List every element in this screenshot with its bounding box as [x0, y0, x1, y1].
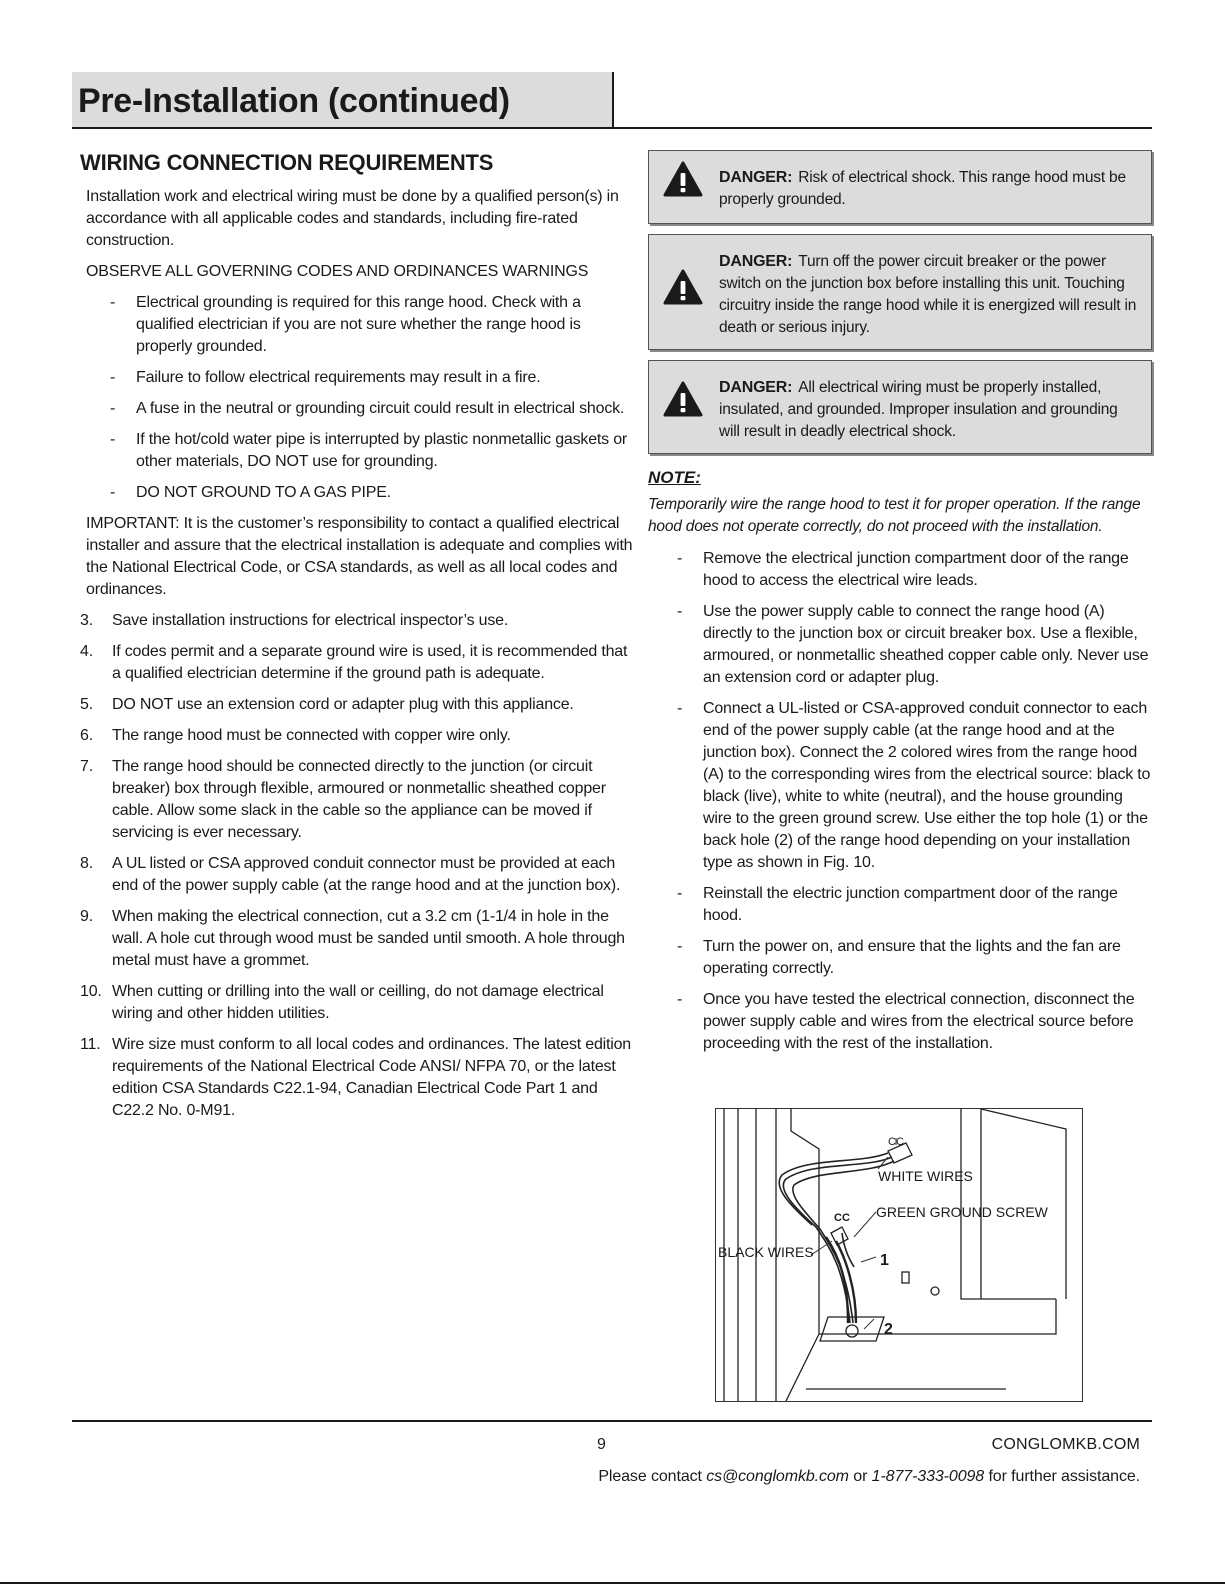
list-item — [648, 698, 1152, 874]
step-text: Wire size must conform to all local codes and ordinances. The latest edition requirements of the National Electrical Code ANSI/ NFPA 70, or the latest edition CSA Standards C22.1-94, Canadian Electrical Code Part 1 and C22.2 No. 0-M91. — [112, 1036, 631, 1119]
cc-mid-label: CC — [834, 1212, 850, 1224]
list-item-text: Electrical grounding is required for this range hood. Check with a qualified electrician if you are not sure whether the range hood is properly grounded. — [136, 294, 581, 355]
list-item-text: A fuse in the neutral or grounding circuit could result in electrical shock. — [136, 400, 625, 417]
list-item-text: Use the power supply cable to connect the range hood (A) directly to the junction box or circuit breaker box. Use a flexible, armoured, or nonmetallic sheathed copper cable only. Never use an extension cord or adapter plug. — [703, 603, 1149, 686]
footer-rule — [72, 1420, 1152, 1422]
wiring-diagram — [716, 1109, 1082, 1401]
danger-text: Turn off the power circuit breaker or the power switch on the junction box before installing this unit. Touching circuitry inside the range hood while it is energized will result in death or serious injury. — [719, 253, 1137, 336]
list-item — [80, 367, 640, 389]
dash-bullet: - — [677, 991, 683, 1008]
white-wires-label: WHITE WIRES — [878, 1168, 973, 1184]
page-header — [72, 72, 614, 128]
email-link[interactable]: cs@conglomkb.com — [706, 1468, 849, 1485]
danger-box — [648, 234, 1152, 350]
dash-bullet: - — [677, 885, 683, 902]
contact-line — [598, 1468, 1140, 1486]
observe-codes-heading: OBSERVE ALL GOVERNING CODES AND ORDINANCES WARNINGS — [86, 263, 589, 280]
list-item — [648, 601, 1152, 689]
list-item — [648, 548, 1152, 592]
dash-bullet: - — [677, 938, 683, 955]
hole-2-label: 2 — [884, 1321, 893, 1338]
list-item — [80, 292, 640, 358]
step-number: 3. — [80, 612, 93, 629]
warning-triangle-icon — [663, 161, 703, 197]
warnings-list — [80, 292, 640, 504]
bottom-rule — [0, 1582, 1225, 1584]
list-item — [80, 429, 640, 473]
danger-box — [648, 150, 1152, 224]
site-url[interactable]: CONGLOMKB.COM — [991, 1436, 1140, 1453]
page-title: Pre-Installation (continued) — [78, 82, 510, 120]
warning-triangle-icon — [663, 381, 703, 417]
step-number: 5. — [80, 696, 93, 713]
contact-or: or — [848, 1468, 872, 1485]
list-item-text: If the hot/cold water pipe is interrupted by plastic nonmetallic gaskets or other materials, DO NOT use for grounding. — [136, 431, 628, 470]
hole-1-label: 1 — [880, 1252, 889, 1269]
list-item — [80, 482, 640, 504]
step-text: If codes permit and a separate ground wire is used, it is recommended that a qualified electrician determine if the ground path is adequate. — [112, 643, 628, 682]
step-text: When making the electrical connection, cut a 3.2 cm (1-1/4 in hole in the wall. A hole cut through wood must be sanded until smooth. A hole through metal must have a grommet. — [112, 908, 625, 969]
dash-bullet: - — [110, 431, 116, 448]
step-number: 8. — [80, 855, 93, 872]
phone-link[interactable]: 1-877-333-0098 — [871, 1468, 985, 1485]
intro-paragraph: Installation work and electrical wiring must be done by a qualified person(s) in accordance with all applicable codes and standards, including fire-rated construction. — [86, 188, 619, 249]
danger-text: Risk of electrical shock. This range hood must be properly grounded. — [719, 169, 1126, 208]
left-column — [80, 150, 640, 1131]
contact-suffix: for further assistance. — [984, 1468, 1140, 1485]
test-steps-list — [648, 548, 1152, 1055]
list-item-text: Connect a UL-listed or CSA-approved conduit connector to each end of the power supply cable (at the range hood and at the junction box). Connect the 2 colored wires from the range hood (A) to the corresponding wires from the electrical source: black to black (live), white to white (neutral), and the house grounding wire to the green ground screw. Use either the top hole (1) or the back hole (2) of the range hood depending on your installation type as shown in Fig. 10. — [703, 700, 1151, 871]
step-text: When cutting or drilling into the wall or ceilling, do not damage electrical wiring and other hidden utilities. — [112, 983, 604, 1022]
step-number: 10. — [80, 983, 102, 1000]
right-column — [648, 150, 1152, 1064]
cc-top-label: CC — [888, 1136, 904, 1148]
dash-bullet: - — [110, 400, 116, 417]
list-item — [80, 906, 640, 972]
black-wires-label: BLACK WIRES — [718, 1244, 814, 1260]
danger-label: DANGER: — [719, 253, 793, 270]
step-number: 9. — [80, 908, 93, 925]
page-number: 9 — [597, 1436, 606, 1453]
danger-text: All electrical wiring must be properly installed, insulated, and grounded. Improper insulation and grounding will result in deadly electrical shock. — [719, 379, 1118, 440]
list-item — [80, 1034, 640, 1122]
note-text: Temporarily wire the range hood to test it for proper operation. If the range hood does not operate correctly, do not proceed with the installation. — [648, 496, 1141, 535]
dash-bullet: - — [677, 550, 683, 567]
step-text: A UL listed or CSA approved conduit connector must be provided at each end of the power supply cable (at the range hood and at the junction box). — [112, 855, 621, 894]
list-item — [648, 989, 1152, 1055]
list-item — [80, 756, 640, 844]
dash-bullet: - — [677, 700, 683, 717]
list-item — [80, 981, 640, 1025]
danger-label: DANGER: — [719, 169, 793, 186]
list-item — [80, 853, 640, 897]
step-text: The range hood must be connected with copper wire only. — [112, 727, 511, 744]
danger-label: DANGER: — [719, 379, 793, 396]
list-item — [80, 610, 640, 632]
dash-bullet: - — [677, 603, 683, 620]
step-number: 11. — [80, 1036, 101, 1053]
step-text: DO NOT use an extension cord or adapter plug with this appliance. — [112, 696, 574, 713]
danger-box — [648, 360, 1152, 454]
section-title: WIRING CONNECTION REQUIREMENTS — [80, 150, 494, 175]
dash-bullet: - — [110, 294, 116, 311]
step-text: Save installation instructions for electrical inspector’s use. — [112, 612, 509, 629]
warning-triangle-icon — [663, 269, 703, 305]
list-item-text: DO NOT GROUND TO A GAS PIPE. — [136, 484, 391, 501]
wiring-figure — [715, 1108, 1083, 1402]
note-title: NOTE: — [648, 468, 701, 487]
step-number: 6. — [80, 727, 93, 744]
list-item — [648, 883, 1152, 927]
list-item — [80, 641, 640, 685]
list-item-text: Turn the power on, and ensure that the lights and the fan are operating correctly. — [703, 938, 1121, 977]
dash-bullet: - — [110, 484, 116, 501]
list-item-text: Failure to follow electrical requirements may result in a fire. — [136, 369, 541, 386]
list-item — [80, 398, 640, 420]
list-item — [80, 725, 640, 747]
requirements-list — [80, 610, 640, 1122]
step-text: The range hood should be connected directly to the junction (or circuit breaker) box through flexible, armoured or nonmetallic sheathed copper cable. Allow some slack in the cable so the appliance can be moved if servicing is ever necessary. — [112, 758, 606, 841]
step-number: 7. — [80, 758, 93, 775]
green-ground-screw-label: GREEN GROUND SCREW — [876, 1204, 1048, 1220]
dash-bullet: - — [110, 369, 116, 386]
step-number: 4. — [80, 643, 93, 660]
important-paragraph: IMPORTANT: It is the customer’s responsibility to contact a qualified electrical installer and assure that the electrical installation is adequate and complies with the National Electrical Code, or CSA standards, as well as all local codes and ordinances. — [86, 515, 633, 598]
list-item — [80, 694, 640, 716]
list-item-text: Once you have tested the electrical connection, disconnect the power supply cable and wires from the electrical source before proceeding with the rest of the installation. — [703, 991, 1135, 1052]
list-item — [648, 936, 1152, 980]
list-item-text: Reinstall the electric junction compartment door of the range hood. — [703, 885, 1118, 924]
header-rule — [72, 127, 1152, 129]
contact-prefix: Please contact — [598, 1468, 707, 1485]
list-item-text: Remove the electrical junction compartment door of the range hood to access the electrical wire leads. — [703, 550, 1129, 589]
